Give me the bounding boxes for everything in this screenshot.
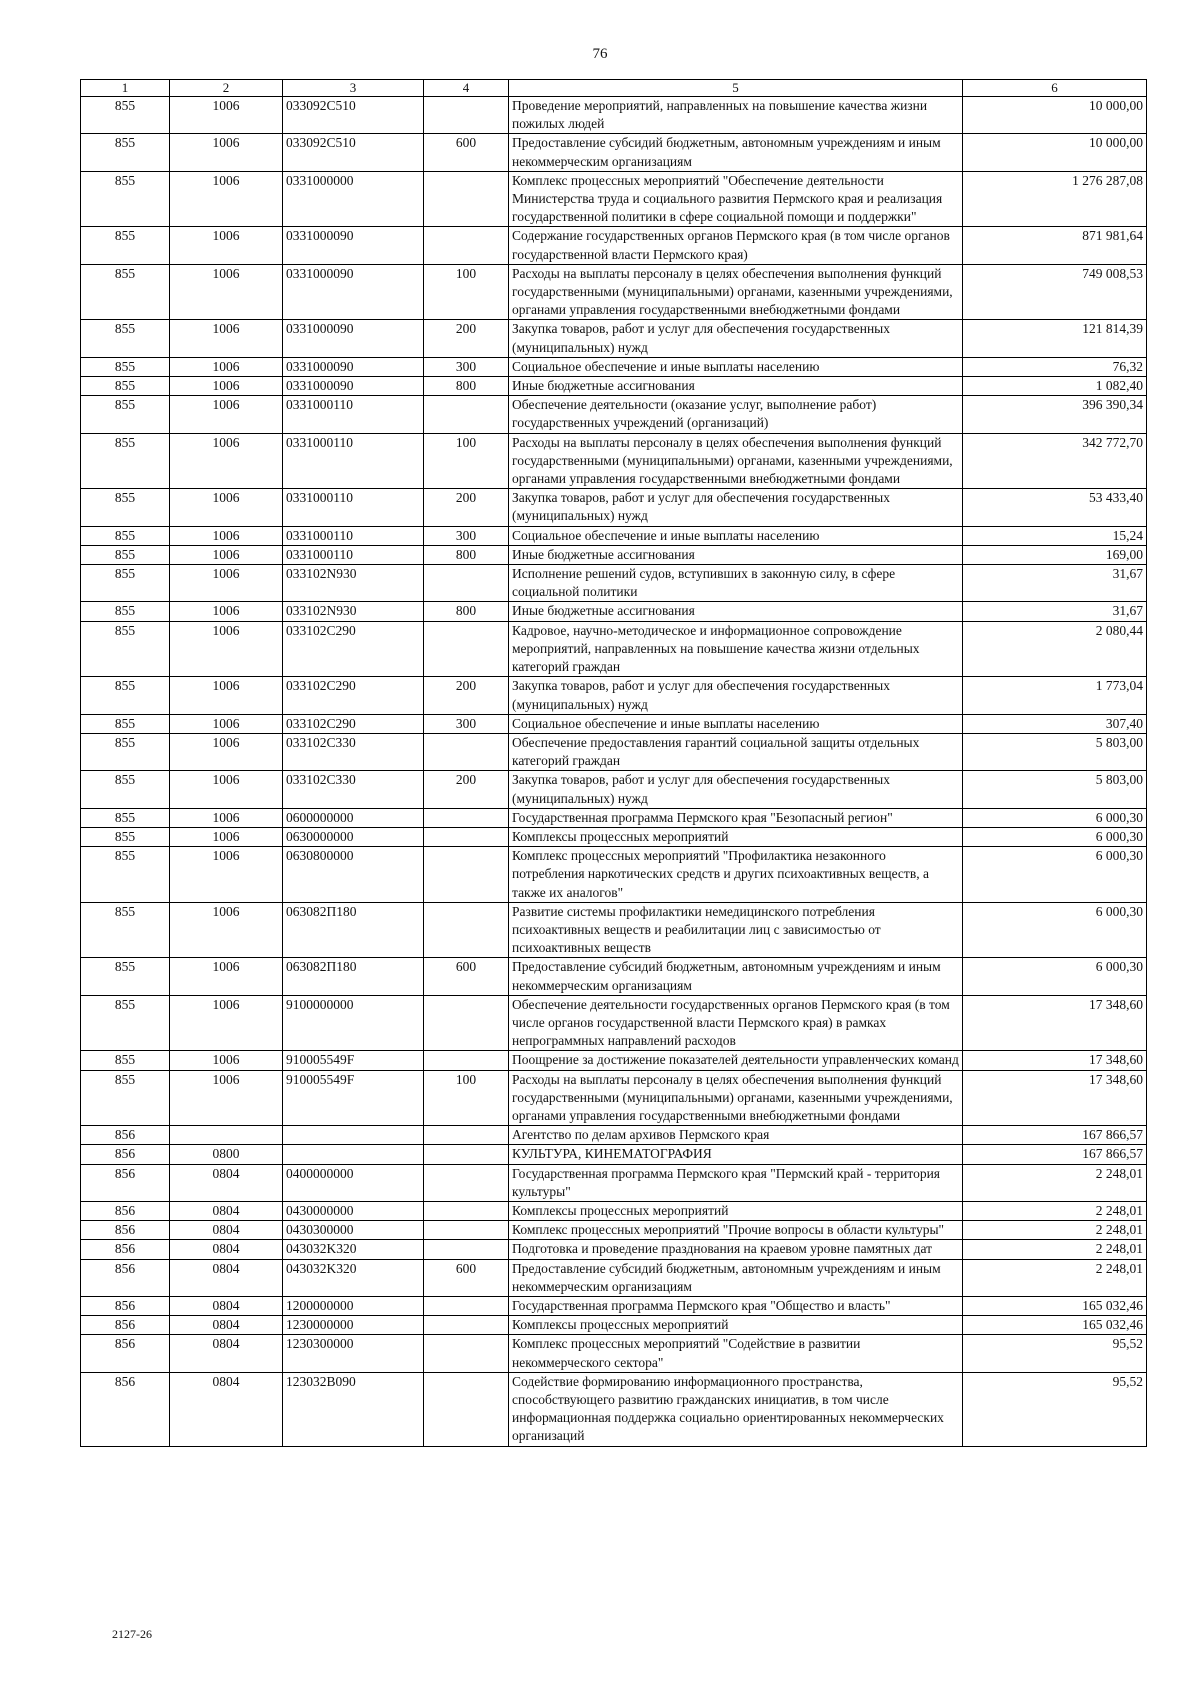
section-code-cell: 1006 bbox=[170, 902, 283, 958]
description-cell: Комплекс процессных мероприятий "Содействие в развитии некоммерческого сектора" bbox=[509, 1335, 963, 1372]
amount-cell: 15,24 bbox=[963, 526, 1147, 545]
section-code-cell: 0804 bbox=[170, 1335, 283, 1372]
target-article-cell: 0331000110 bbox=[283, 489, 424, 526]
table-header bbox=[81, 80, 1147, 97]
amount-cell: 6 000,30 bbox=[963, 847, 1147, 903]
table-row bbox=[81, 97, 1147, 134]
expense-type-cell bbox=[424, 808, 509, 827]
target-article-cell bbox=[283, 1145, 424, 1164]
description-cell: Содействие формированию информационного пространства, способствующего развитию гражданских инициатив, в том числе информационная поддержка социально ориентированных некоммерческих организаций bbox=[509, 1372, 963, 1446]
description-cell: Обеспечение деятельности государственных органов Пермского края (в том числе органов государственной власти Пермского края) в рамках непрограммных направлений расходов bbox=[509, 995, 963, 1051]
section-code-cell: 1006 bbox=[170, 526, 283, 545]
expense-type-cell: 600 bbox=[424, 134, 509, 171]
table-row bbox=[81, 995, 1147, 1051]
expense-type-cell bbox=[424, 1145, 509, 1164]
amount-cell: 1 276 287,08 bbox=[963, 171, 1147, 227]
target-article-cell: 0430000000 bbox=[283, 1201, 424, 1220]
amount-cell: 165 032,46 bbox=[963, 1316, 1147, 1335]
description-cell: Государственная программа Пермского края "Безопасный регион" bbox=[509, 808, 963, 827]
ministry-code-cell: 855 bbox=[81, 995, 170, 1051]
description-cell: Комплекс процессных мероприятий "Обеспечение деятельности Министерства труда и социального развития Пермского края и реализация государственной политики в сфере социальной помощи и поддержки" bbox=[509, 171, 963, 227]
ministry-code-cell: 855 bbox=[81, 545, 170, 564]
description-cell: Обеспечение предоставления гарантий социальной защиты отдельных категорий граждан bbox=[509, 733, 963, 770]
amount-cell: 10 000,00 bbox=[963, 97, 1147, 134]
description-cell: Закупка товаров, работ и услуг для обеспечения государственных (муниципальных) нужд bbox=[509, 677, 963, 714]
section-code-cell: 0804 bbox=[170, 1164, 283, 1201]
table-row bbox=[81, 1372, 1147, 1446]
section-code-cell: 0800 bbox=[170, 1145, 283, 1164]
description-cell: Агентство по делам архивов Пермского края bbox=[509, 1126, 963, 1145]
table-row bbox=[81, 1316, 1147, 1335]
target-article-cell: 033102C290 bbox=[283, 714, 424, 733]
ministry-code-cell: 855 bbox=[81, 171, 170, 227]
ministry-code-cell: 856 bbox=[81, 1259, 170, 1296]
target-article-cell: 033102N930 bbox=[283, 565, 424, 602]
target-article-cell: 0630000000 bbox=[283, 827, 424, 846]
column-header: 2 bbox=[170, 80, 283, 97]
description-cell: Комплексы процессных мероприятий bbox=[509, 1316, 963, 1335]
table-row bbox=[81, 377, 1147, 396]
column-header: 5 bbox=[509, 80, 963, 97]
ministry-code-cell: 856 bbox=[81, 1316, 170, 1335]
description-cell: Проведение мероприятий, направленных на повышение качества жизни пожилых людей bbox=[509, 97, 963, 134]
expense-type-cell bbox=[424, 1372, 509, 1446]
section-code-cell: 1006 bbox=[170, 1070, 283, 1126]
ministry-code-cell: 855 bbox=[81, 1051, 170, 1070]
expense-type-cell: 800 bbox=[424, 545, 509, 564]
section-code-cell: 1006 bbox=[170, 621, 283, 677]
ministry-code-cell: 855 bbox=[81, 771, 170, 808]
target-article-cell: 033092C510 bbox=[283, 97, 424, 134]
section-code-cell: 1006 bbox=[170, 134, 283, 171]
target-article-cell: 063082П180 bbox=[283, 902, 424, 958]
expense-type-cell bbox=[424, 1164, 509, 1201]
ministry-code-cell: 855 bbox=[81, 602, 170, 621]
section-code-cell: 1006 bbox=[170, 171, 283, 227]
section-code-cell: 1006 bbox=[170, 565, 283, 602]
ministry-code-cell: 855 bbox=[81, 264, 170, 320]
budget-table bbox=[80, 79, 1147, 1447]
target-article-cell: 910005549F bbox=[283, 1070, 424, 1126]
section-code-cell: 1006 bbox=[170, 847, 283, 903]
table-row bbox=[81, 1335, 1147, 1372]
section-code-cell: 1006 bbox=[170, 433, 283, 489]
description-cell: Иные бюджетные ассигнования bbox=[509, 602, 963, 621]
target-article-cell: 123032B090 bbox=[283, 1372, 424, 1446]
description-cell: Социальное обеспечение и иные выплаты населению bbox=[509, 526, 963, 545]
expense-type-cell bbox=[424, 1201, 509, 1220]
amount-cell: 167 866,57 bbox=[963, 1145, 1147, 1164]
section-code-cell: 1006 bbox=[170, 227, 283, 264]
amount-cell: 17 348,60 bbox=[963, 1051, 1147, 1070]
table-row bbox=[81, 264, 1147, 320]
table-row bbox=[81, 320, 1147, 357]
amount-cell: 2 248,01 bbox=[963, 1221, 1147, 1240]
section-code-cell: 0804 bbox=[170, 1201, 283, 1220]
table-row bbox=[81, 677, 1147, 714]
table-row bbox=[81, 714, 1147, 733]
amount-cell: 17 348,60 bbox=[963, 995, 1147, 1051]
ministry-code-cell: 856 bbox=[81, 1221, 170, 1240]
ministry-code-cell: 856 bbox=[81, 1201, 170, 1220]
section-code-cell: 1006 bbox=[170, 714, 283, 733]
target-article-cell: 0331000090 bbox=[283, 357, 424, 376]
column-header: 6 bbox=[963, 80, 1147, 97]
ministry-code-cell: 855 bbox=[81, 733, 170, 770]
target-article-cell: 0331000090 bbox=[283, 320, 424, 357]
section-code-cell: 1006 bbox=[170, 97, 283, 134]
target-article-cell: 043032K320 bbox=[283, 1259, 424, 1296]
description-cell: Предоставление субсидий бюджетным, автономным учреждениям и иным некоммерческим организациям bbox=[509, 1259, 963, 1296]
description-cell: Комплекс процессных мероприятий "Профилактика незаконного потребления наркотических средств и других психоактивных веществ, а также их аналогов" bbox=[509, 847, 963, 903]
table-row bbox=[81, 847, 1147, 903]
table-row bbox=[81, 489, 1147, 526]
ministry-code-cell: 856 bbox=[81, 1240, 170, 1259]
table-row bbox=[81, 1297, 1147, 1316]
ministry-code-cell: 855 bbox=[81, 808, 170, 827]
ministry-code-cell: 855 bbox=[81, 134, 170, 171]
ministry-code-cell: 855 bbox=[81, 396, 170, 433]
expense-type-cell: 800 bbox=[424, 602, 509, 621]
expense-type-cell bbox=[424, 1297, 509, 1316]
target-article-cell: 1200000000 bbox=[283, 1297, 424, 1316]
section-code-cell: 1006 bbox=[170, 771, 283, 808]
ministry-code-cell: 855 bbox=[81, 902, 170, 958]
amount-cell: 342 772,70 bbox=[963, 433, 1147, 489]
ministry-code-cell: 856 bbox=[81, 1297, 170, 1316]
section-code-cell: 1006 bbox=[170, 827, 283, 846]
expense-type-cell: 100 bbox=[424, 264, 509, 320]
section-code-cell: 1006 bbox=[170, 377, 283, 396]
ministry-code-cell: 855 bbox=[81, 357, 170, 376]
description-cell: Комплексы процессных мероприятий bbox=[509, 827, 963, 846]
description-cell: Комплекс процессных мероприятий "Прочие вопросы в области культуры" bbox=[509, 1221, 963, 1240]
table-body bbox=[81, 97, 1147, 1447]
section-code-cell: 1006 bbox=[170, 264, 283, 320]
target-article-cell: 0331000000 bbox=[283, 171, 424, 227]
table-row bbox=[81, 771, 1147, 808]
expense-type-cell bbox=[424, 733, 509, 770]
amount-cell: 10 000,00 bbox=[963, 134, 1147, 171]
target-article-cell: 033102C290 bbox=[283, 677, 424, 714]
expense-type-cell bbox=[424, 902, 509, 958]
expense-type-cell bbox=[424, 227, 509, 264]
table-row bbox=[81, 545, 1147, 564]
column-header: 4 bbox=[424, 80, 509, 97]
expense-type-cell bbox=[424, 1316, 509, 1335]
section-code-cell: 1006 bbox=[170, 995, 283, 1051]
expense-type-cell bbox=[424, 827, 509, 846]
table-row bbox=[81, 621, 1147, 677]
column-header: 1 bbox=[81, 80, 170, 97]
target-article-cell: 033092C510 bbox=[283, 134, 424, 171]
expense-type-cell bbox=[424, 1221, 509, 1240]
amount-cell: 2 248,01 bbox=[963, 1164, 1147, 1201]
ministry-code-cell: 856 bbox=[81, 1126, 170, 1145]
target-article-cell: 0331000110 bbox=[283, 433, 424, 489]
expense-type-cell: 300 bbox=[424, 357, 509, 376]
description-cell: Закупка товаров, работ и услуг для обеспечения государственных (муниципальных) нужд bbox=[509, 489, 963, 526]
table-row bbox=[81, 357, 1147, 376]
description-cell: Расходы на выплаты персоналу в целях обеспечения выполнения функций государственными (муниципальными) органами, казенными учреждениями, органами управления государственными внебюджетными фондами bbox=[509, 1070, 963, 1126]
description-cell: Расходы на выплаты персоналу в целях обеспечения выполнения функций государственными (муниципальными) органами, казенными учреждениями, органами управления государственными внебюджетными фондами bbox=[509, 433, 963, 489]
table-row bbox=[81, 433, 1147, 489]
section-code-cell: 1006 bbox=[170, 320, 283, 357]
expense-type-cell: 200 bbox=[424, 320, 509, 357]
expense-type-cell: 600 bbox=[424, 958, 509, 995]
document-code: 2127-26 bbox=[112, 1627, 152, 1641]
amount-cell: 2 248,01 bbox=[963, 1201, 1147, 1220]
expense-type-cell: 800 bbox=[424, 377, 509, 396]
ministry-code-cell: 856 bbox=[81, 1164, 170, 1201]
ministry-code-cell: 855 bbox=[81, 677, 170, 714]
table-row bbox=[81, 1051, 1147, 1070]
description-cell: Содержание государственных органов Пермского края (в том числе органов государственной власти Пермского края) bbox=[509, 227, 963, 264]
ministry-code-cell: 855 bbox=[81, 621, 170, 677]
target-article-cell: 9100000000 bbox=[283, 995, 424, 1051]
description-cell: Иные бюджетные ассигнования bbox=[509, 545, 963, 564]
ministry-code-cell: 855 bbox=[81, 847, 170, 903]
expense-type-cell bbox=[424, 97, 509, 134]
section-code-cell: 1006 bbox=[170, 489, 283, 526]
table-row bbox=[81, 1126, 1147, 1145]
description-cell: Предоставление субсидий бюджетным, автономным учреждениям и иным некоммерческим организациям bbox=[509, 958, 963, 995]
amount-cell: 2 248,01 bbox=[963, 1240, 1147, 1259]
ministry-code-cell: 855 bbox=[81, 97, 170, 134]
ministry-code-cell: 855 bbox=[81, 320, 170, 357]
table-row bbox=[81, 171, 1147, 227]
table-row bbox=[81, 1259, 1147, 1296]
expense-type-cell: 300 bbox=[424, 526, 509, 545]
target-article-cell: 0331000090 bbox=[283, 377, 424, 396]
target-article-cell: 033102C330 bbox=[283, 733, 424, 770]
table-row bbox=[81, 565, 1147, 602]
amount-cell: 167 866,57 bbox=[963, 1126, 1147, 1145]
ministry-code-cell: 855 bbox=[81, 227, 170, 264]
table-row bbox=[81, 1240, 1147, 1259]
description-cell: Исполнение решений судов, вступивших в законную силу, в сфере социальной политики bbox=[509, 565, 963, 602]
column-header: 3 bbox=[283, 80, 424, 97]
table-row bbox=[81, 1164, 1147, 1201]
amount-cell: 31,67 bbox=[963, 565, 1147, 602]
expense-type-cell: 100 bbox=[424, 1070, 509, 1126]
amount-cell: 749 008,53 bbox=[963, 264, 1147, 320]
section-code-cell: 0804 bbox=[170, 1221, 283, 1240]
amount-cell: 53 433,40 bbox=[963, 489, 1147, 526]
ministry-code-cell: 855 bbox=[81, 433, 170, 489]
ministry-code-cell: 856 bbox=[81, 1372, 170, 1446]
amount-cell: 165 032,46 bbox=[963, 1297, 1147, 1316]
section-code-cell: 1006 bbox=[170, 396, 283, 433]
expense-type-cell: 300 bbox=[424, 714, 509, 733]
description-cell: Закупка товаров, работ и услуг для обеспечения государственных (муниципальных) нужд bbox=[509, 320, 963, 357]
amount-cell: 31,67 bbox=[963, 602, 1147, 621]
expense-type-cell bbox=[424, 565, 509, 602]
table-row bbox=[81, 602, 1147, 621]
target-article-cell: 0331000110 bbox=[283, 526, 424, 545]
target-article-cell: 1230000000 bbox=[283, 1316, 424, 1335]
target-article-cell: 033102C290 bbox=[283, 621, 424, 677]
target-article-cell: 0430300000 bbox=[283, 1221, 424, 1240]
amount-cell: 17 348,60 bbox=[963, 1070, 1147, 1126]
amount-cell: 396 390,34 bbox=[963, 396, 1147, 433]
expense-type-cell bbox=[424, 621, 509, 677]
expense-type-cell bbox=[424, 396, 509, 433]
table-row bbox=[81, 808, 1147, 827]
amount-cell: 2 080,44 bbox=[963, 621, 1147, 677]
expense-type-cell bbox=[424, 995, 509, 1051]
table-row bbox=[81, 958, 1147, 995]
ministry-code-cell: 856 bbox=[81, 1335, 170, 1372]
ministry-code-cell: 856 bbox=[81, 1145, 170, 1164]
amount-cell: 5 803,00 bbox=[963, 771, 1147, 808]
expense-type-cell: 200 bbox=[424, 771, 509, 808]
ministry-code-cell: 855 bbox=[81, 1070, 170, 1126]
ministry-code-cell: 855 bbox=[81, 714, 170, 733]
table-row bbox=[81, 526, 1147, 545]
expense-type-cell bbox=[424, 171, 509, 227]
section-code-cell: 1006 bbox=[170, 1051, 283, 1070]
table-row bbox=[81, 1145, 1147, 1164]
description-cell: Комплексы процессных мероприятий bbox=[509, 1201, 963, 1220]
description-cell: Развитие системы профилактики немедицинского потребления психоактивных веществ и реабилитации лиц с зависимостью от психоактивных веществ bbox=[509, 902, 963, 958]
table-row bbox=[81, 396, 1147, 433]
table-row bbox=[81, 1221, 1147, 1240]
header-row bbox=[81, 80, 1147, 97]
target-article-cell: 0600000000 bbox=[283, 808, 424, 827]
table-row bbox=[81, 227, 1147, 264]
table-row bbox=[81, 902, 1147, 958]
ministry-code-cell: 855 bbox=[81, 958, 170, 995]
target-article-cell: 0331000090 bbox=[283, 264, 424, 320]
target-article-cell: 033102C330 bbox=[283, 771, 424, 808]
section-code-cell: 0804 bbox=[170, 1297, 283, 1316]
amount-cell: 6 000,30 bbox=[963, 808, 1147, 827]
description-cell: Предоставление субсидий бюджетным, автономным учреждениям и иным некоммерческим организациям bbox=[509, 134, 963, 171]
description-cell: Государственная программа Пермского края "Общество и власть" bbox=[509, 1297, 963, 1316]
target-article-cell: 0400000000 bbox=[283, 1164, 424, 1201]
description-cell: Поощрение за достижение показателей деятельности управленческих команд bbox=[509, 1051, 963, 1070]
section-code-cell: 0804 bbox=[170, 1259, 283, 1296]
table-row bbox=[81, 733, 1147, 770]
expense-type-cell: 100 bbox=[424, 433, 509, 489]
amount-cell: 871 981,64 bbox=[963, 227, 1147, 264]
section-code-cell: 1006 bbox=[170, 357, 283, 376]
ministry-code-cell: 855 bbox=[81, 489, 170, 526]
page-number: 76 bbox=[592, 46, 608, 62]
table-row bbox=[81, 1201, 1147, 1220]
ministry-code-cell: 855 bbox=[81, 377, 170, 396]
target-article-cell: 0331000110 bbox=[283, 545, 424, 564]
expense-type-cell bbox=[424, 1126, 509, 1145]
description-cell: Кадровое, научно-методическое и информационное сопровождение мероприятий, направленных на повышение качества жизни отдельных категорий граждан bbox=[509, 621, 963, 677]
target-article-cell: 0630800000 bbox=[283, 847, 424, 903]
target-article-cell bbox=[283, 1126, 424, 1145]
table-row bbox=[81, 134, 1147, 171]
expense-type-cell: 200 bbox=[424, 677, 509, 714]
section-code-cell: 1006 bbox=[170, 808, 283, 827]
description-cell: Обеспечение деятельности (оказание услуг, выполнение работ) государственных учреждений (организаций) bbox=[509, 396, 963, 433]
amount-cell: 2 248,01 bbox=[963, 1259, 1147, 1296]
description-cell: Расходы на выплаты персоналу в целях обеспечения выполнения функций государственными (муниципальными) органами, казенными учреждениями, органами управления государственными внебюджетными фондами bbox=[509, 264, 963, 320]
section-code-cell: 1006 bbox=[170, 733, 283, 770]
table-row bbox=[81, 1070, 1147, 1126]
expense-type-cell: 600 bbox=[424, 1259, 509, 1296]
amount-cell: 5 803,00 bbox=[963, 733, 1147, 770]
target-article-cell: 0331000110 bbox=[283, 396, 424, 433]
table-row bbox=[81, 827, 1147, 846]
description-cell: Социальное обеспечение и иные выплаты населению bbox=[509, 357, 963, 376]
expense-type-cell bbox=[424, 1240, 509, 1259]
target-article-cell: 043032K320 bbox=[283, 1240, 424, 1259]
amount-cell: 6 000,30 bbox=[963, 827, 1147, 846]
target-article-cell: 063082П180 bbox=[283, 958, 424, 995]
description-cell: Закупка товаров, работ и услуг для обеспечения государственных (муниципальных) нужд bbox=[509, 771, 963, 808]
target-article-cell: 0331000090 bbox=[283, 227, 424, 264]
section-code-cell: 0804 bbox=[170, 1316, 283, 1335]
ministry-code-cell: 855 bbox=[81, 526, 170, 545]
amount-cell: 6 000,30 bbox=[963, 958, 1147, 995]
amount-cell: 1 773,04 bbox=[963, 677, 1147, 714]
description-cell: Социальное обеспечение и иные выплаты населению bbox=[509, 714, 963, 733]
section-code-cell: 0804 bbox=[170, 1372, 283, 1446]
amount-cell: 307,40 bbox=[963, 714, 1147, 733]
expense-type-cell bbox=[424, 847, 509, 903]
section-code-cell bbox=[170, 1126, 283, 1145]
target-article-cell: 910005549F bbox=[283, 1051, 424, 1070]
amount-cell: 95,52 bbox=[963, 1372, 1147, 1446]
expense-type-cell: 200 bbox=[424, 489, 509, 526]
amount-cell: 169,00 bbox=[963, 545, 1147, 564]
expense-type-cell bbox=[424, 1051, 509, 1070]
section-code-cell: 1006 bbox=[170, 545, 283, 564]
description-cell: Государственная программа Пермского края "Пермский край - территория культуры" bbox=[509, 1164, 963, 1201]
amount-cell: 76,32 bbox=[963, 357, 1147, 376]
description-cell: КУЛЬТУРА, КИНЕМАТОГРАФИЯ bbox=[509, 1145, 963, 1164]
expense-type-cell bbox=[424, 1335, 509, 1372]
ministry-code-cell: 855 bbox=[81, 565, 170, 602]
section-code-cell: 1006 bbox=[170, 602, 283, 621]
target-article-cell: 1230300000 bbox=[283, 1335, 424, 1372]
description-cell: Подготовка и проведение празднования на краевом уровне памятных дат bbox=[509, 1240, 963, 1259]
amount-cell: 6 000,30 bbox=[963, 902, 1147, 958]
section-code-cell: 0804 bbox=[170, 1240, 283, 1259]
description-cell: Иные бюджетные ассигнования bbox=[509, 377, 963, 396]
section-code-cell: 1006 bbox=[170, 958, 283, 995]
amount-cell: 121 814,39 bbox=[963, 320, 1147, 357]
section-code-cell: 1006 bbox=[170, 677, 283, 714]
target-article-cell: 033102N930 bbox=[283, 602, 424, 621]
amount-cell: 1 082,40 bbox=[963, 377, 1147, 396]
amount-cell: 95,52 bbox=[963, 1335, 1147, 1372]
ministry-code-cell: 855 bbox=[81, 827, 170, 846]
